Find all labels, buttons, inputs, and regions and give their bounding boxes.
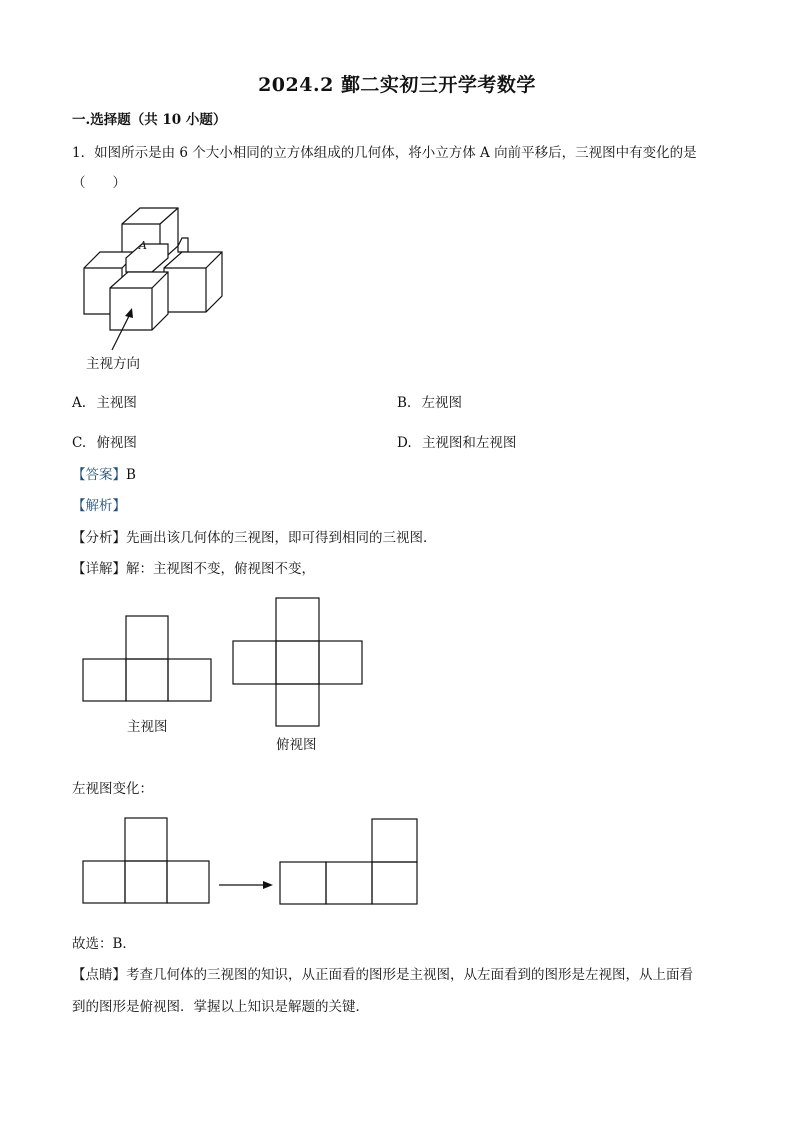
fenxi-text: 先画出该几何体的三视图，即可得到相同的三视图． — [126, 530, 437, 546]
fenxi-line — [72, 526, 437, 546]
cube-figure — [78, 202, 238, 337]
option-d-text: 主视图和左视图 — [421, 435, 517, 451]
answer-line — [72, 463, 136, 483]
top-view-label: 俯视图 — [276, 737, 317, 753]
xiangjie-text: 解：主视图不变，俯视图不变， — [126, 561, 315, 577]
change-arrow-icon — [218, 878, 274, 892]
option-d[interactable] — [397, 431, 516, 451]
answer-tag: 【答案】 — [72, 467, 126, 483]
left-view-before-figure — [82, 817, 212, 905]
option-b-text: 左视图 — [421, 395, 463, 411]
question-stem-line1: 1．如图所示是由 6 个大小相同的立方体组成的几何体，将小立方体 A 向前平移后，三视图中有变化的是 — [72, 145, 697, 161]
xiangjie-line — [72, 557, 315, 577]
front-view-label: 主视图 — [127, 719, 168, 735]
option-a-letter: A. — [72, 395, 87, 411]
left-view-change-label: 左视图变化： — [72, 781, 153, 797]
dianjing-line2: 到的图形是俯视图．掌握以上知识是解题的关键． — [72, 999, 369, 1015]
option-a-text: 主视图 — [96, 395, 137, 411]
option-c[interactable] — [72, 431, 137, 451]
conclusion-line: 故选：B． — [72, 936, 136, 952]
option-b[interactable] — [397, 391, 462, 411]
section-heading: 一.选择题（共 10 小题） — [72, 112, 227, 128]
front-view-figure — [82, 615, 214, 703]
dianjing-tag: 【点睛】 — [72, 967, 126, 983]
dianjing-line1 — [72, 963, 693, 983]
option-b-letter: B. — [397, 395, 412, 411]
question-stem-line2: （ ） — [72, 175, 126, 191]
option-d-letter: D. — [397, 435, 412, 451]
option-c-letter: C. — [72, 435, 87, 451]
page-title: 2024.2 鄞二实初三开学考数学 — [258, 74, 536, 96]
left-view-after-figure — [279, 818, 419, 906]
fenxi-tag: 【分析】 — [72, 530, 126, 546]
top-view-figure — [232, 597, 364, 729]
xiangjie-tag: 【详解】 — [72, 561, 126, 577]
answer-value: B — [126, 467, 136, 483]
analysis-tag: 【解析】 — [72, 498, 126, 514]
option-c-text: 俯视图 — [96, 435, 137, 451]
dianjing-text1: 考查几何体的三视图的知识，从正面看的图形是主视图，从左面看到的图形是左视图，从上面看 — [126, 967, 693, 983]
cube-a-label: A — [139, 239, 147, 252]
view-direction-label: 主视方向 — [86, 356, 140, 372]
option-a[interactable] — [72, 391, 137, 411]
